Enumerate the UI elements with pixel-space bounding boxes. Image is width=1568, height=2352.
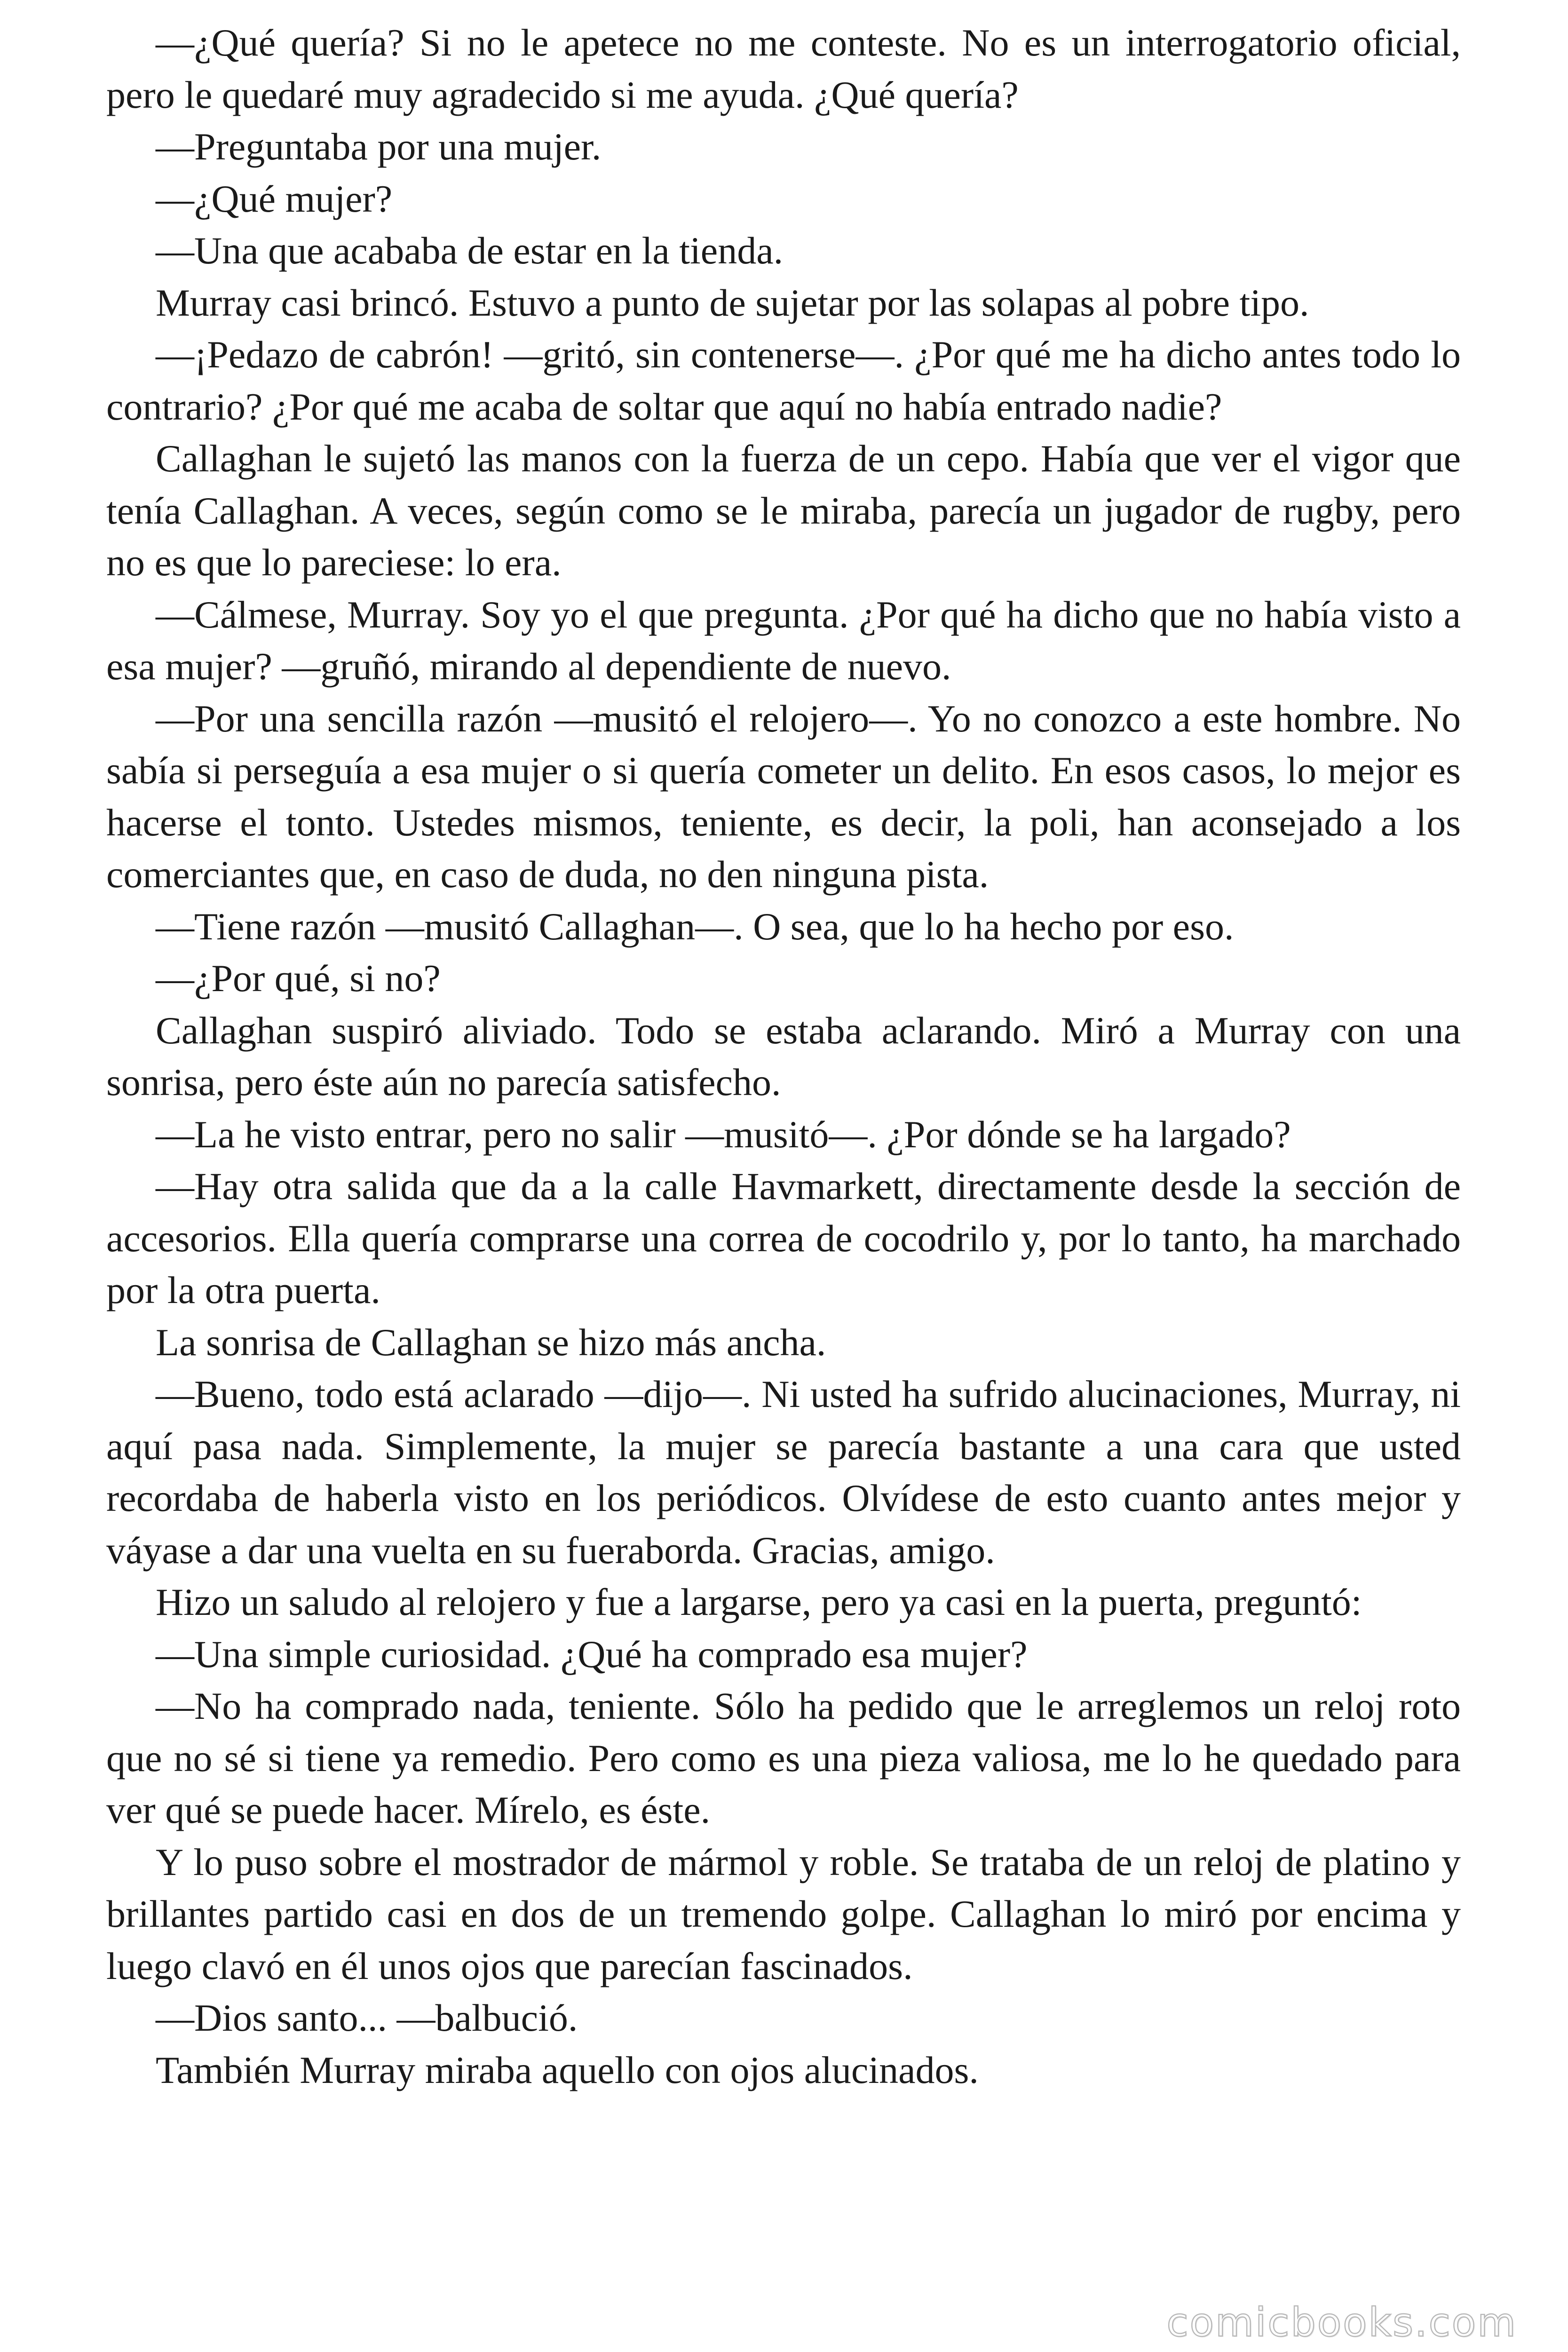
paragraph: Callaghan suspiró aliviado. Todo se estaba aclarando. Miró a Murray con una sonrisa, pero éste aún no parecía satisfecho. (106, 1009, 1461, 1104)
paragraph: —Preguntaba por una mujer. (156, 125, 602, 168)
paragraph: La sonrisa de Callaghan se hizo más ancha. (156, 1320, 826, 1364)
paragraph: También Murray miraba aquello con ojos alucinados. (156, 2048, 979, 2091)
watermark-text: comicbooks.com (1166, 2299, 1517, 2345)
paragraph: —No ha comprado nada, teniente. Sólo ha pedido que le arreglemos un reloj roto que no sé si tiene ya remedio. Pero como es una pieza valiosa, me lo he quedado para ver qué se puede hacer. Mírelo, es éste. (106, 1685, 1461, 1831)
paragraph: —Una simple curiosidad. ¿Qué ha comprado esa mujer? (156, 1632, 1028, 1676)
page-body-text (106, 17, 1461, 2096)
paragraph: Callaghan le sujetó las manos con la fuerza de un cepo. Había que ver el vigor que tenía Callaghan. A veces, según como se le miraba, parecía un jugador de rugby, pero no es que lo pareciese: lo era. (106, 437, 1461, 584)
paragraph: —¿Por qué, si no? (156, 957, 441, 1000)
paragraph: —La he visto entrar, pero no salir —musitó—. ¿Por dónde se ha largado? (156, 1112, 1291, 1156)
paragraph: —¡Pedazo de cabrón! —gritó, sin contenerse—. ¿Por qué me ha dicho antes todo lo contrario? ¿Por qué me acaba de soltar que aquí no había entrado nadie? (106, 333, 1461, 428)
paragraph: —Tiene razón —musitó Callaghan—. O sea, que lo ha hecho por eso. (156, 905, 1234, 948)
paragraph: —Hay otra salida que da a la calle Havmarkett, directamente desde la sección de accesorios. Ella quería comprarse una correa de cocodrilo y, por lo tanto, ha marchado por la otra puerta. (106, 1165, 1461, 1311)
paragraph: —¿Qué mujer? (156, 177, 393, 220)
paragraph: —¿Qué quería? Si no le apetece no me conteste. No es un interrogatorio oficial, pero le quedaré muy agradecido si me ayuda. ¿Qué quería? (106, 21, 1461, 116)
paragraph: —Bueno, todo está aclarado —dijo—. Ni usted ha sufrido alucinaciones, Murray, ni aquí pasa nada. Simplemente, la mujer se parecía bastante a una cara que usted recordaba de haberla visto en los periódicos. Olvídese de esto cuanto antes mejor y váyase a dar una vuelta en su fueraborda. Gracias, amigo. (106, 1373, 1461, 1572)
paragraph: Murray casi brincó. Estuvo a punto de sujetar por las solapas al pobre tipo. (156, 281, 1309, 324)
paragraph: —Dios santo... —balbució. (156, 1996, 578, 2039)
paragraph: Hizo un saludo al relojero y fue a largarse, pero ya casi en la puerta, preguntó: (156, 1581, 1362, 1623)
paragraph: —Por una sencilla razón —musitó el relojero—. Yo no conozco a este hombre. No sabía si perseguía a esa mujer o si quería cometer un delito. En esos casos, lo mejor es hacerse el tonto. Ustedes mismos, teniente, es decir, la poli, han aconsejado a los comerciantes que, en caso de duda, no den ninguna pista. (106, 697, 1461, 896)
paragraph: —Una que acababa de estar en la tienda. (156, 229, 784, 272)
paragraph: —Cálmese, Murray. Soy yo el que pregunta. ¿Por qué ha dicho que no había visto a esa mujer? —gruñó, mirando al dependiente de nuevo. (106, 593, 1461, 688)
paragraph: Y lo puso sobre el mostrador de mármol y roble. Se trataba de un reloj de platino y brillantes partido casi en dos de un tremendo golpe. Callaghan lo miró por encima y luego clavó en él unos ojos que parecían fascinados. (106, 1840, 1461, 1987)
